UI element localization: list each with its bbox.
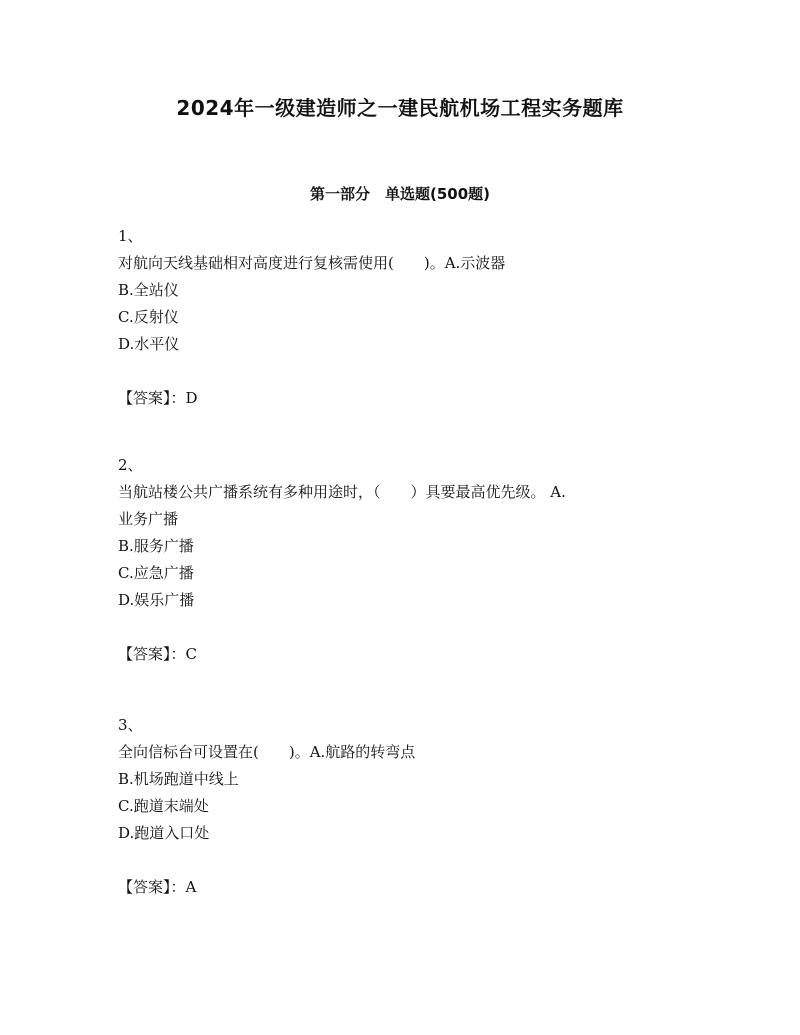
question-number: 2、 <box>118 456 143 474</box>
option-d: D.跑道入口处 <box>118 824 210 842</box>
option-b: B.机场跑道中线上 <box>118 770 239 788</box>
document-title: 2024年一级建造师之一建民航机场工程实务题库 <box>176 96 624 120</box>
option-b: B.服务广播 <box>118 537 194 555</box>
option-c: C.应急广播 <box>118 564 194 582</box>
question-number: 3、 <box>118 716 143 734</box>
section-title: 第一部分 单选题(500题) <box>309 185 491 203</box>
answer-label: 【答案】： <box>118 389 186 407</box>
question-3 <box>118 712 678 901</box>
answer-line <box>118 641 678 668</box>
answer-label: 【答案】： <box>118 645 186 663</box>
answer-value: D <box>185 389 198 407</box>
answer-label: 【答案】： <box>118 878 186 896</box>
option-b: B.全站仪 <box>118 281 179 299</box>
option-d: D.水平仪 <box>118 335 180 353</box>
question-stem: 当航站楼公共广播系统有多种用途时，（ ）具要最高优先级。 A. <box>118 483 566 501</box>
answer-value: C <box>185 645 197 663</box>
question-1 <box>118 223 678 412</box>
option-c: C.跑道末端处 <box>118 797 209 815</box>
option-d: D.娱乐广播 <box>118 591 195 609</box>
question-stem: 对航向天线基础相对高度进行复核需使用( )。A.示波器 <box>118 254 506 272</box>
answer-line <box>118 874 678 901</box>
question-stem-continued: 业务广播 <box>118 510 179 528</box>
answer-line <box>118 385 678 412</box>
option-c: C.反射仪 <box>118 308 179 326</box>
question-number: 1、 <box>118 227 143 245</box>
question-2 <box>118 452 678 668</box>
question-stem: 全向信标台可设置在( )。A.航路的转弯点 <box>118 743 416 761</box>
answer-value: A <box>185 878 197 896</box>
